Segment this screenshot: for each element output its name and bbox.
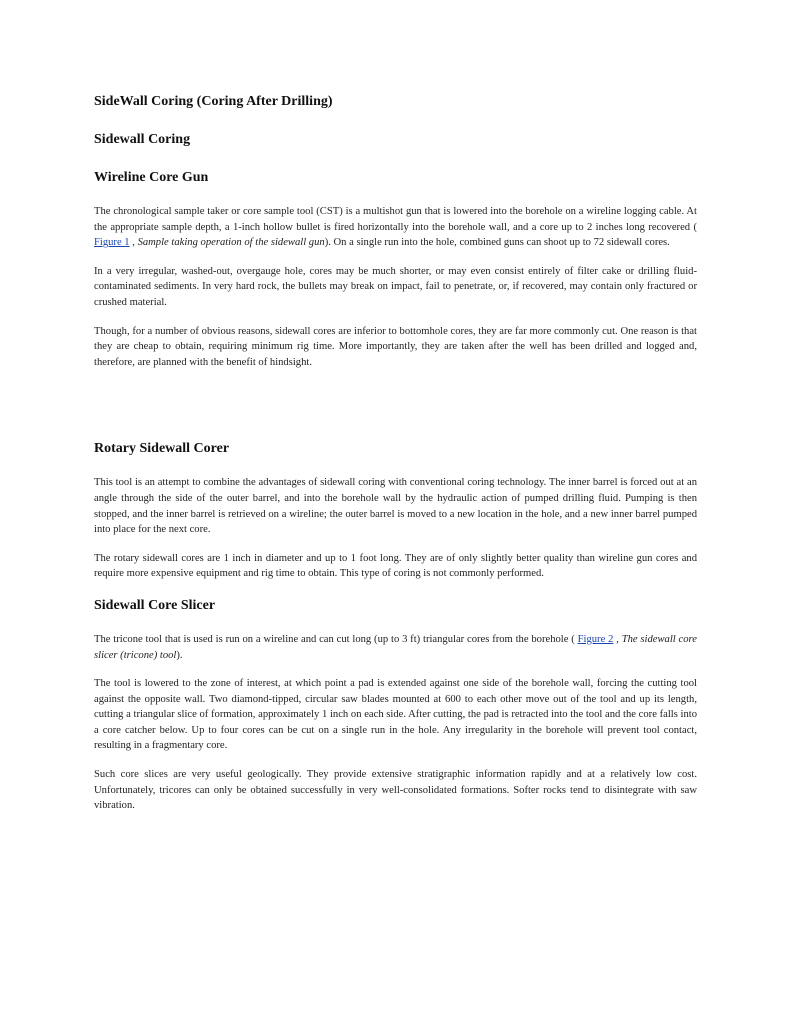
paragraph-core-gun-intro bbox=[94, 204, 697, 251]
section-spacer bbox=[94, 370, 697, 440]
document-page bbox=[94, 93, 697, 814]
figure-1-caption: Sample taking operation of the sidewall gun bbox=[137, 237, 325, 249]
text-span: The tricone tool that is used is run on a wireline and can cut long (up to 3 ft) triangular cores from the borehole ( bbox=[94, 633, 578, 645]
text-span: ). On a single run into the hole, combined guns can shoot up to 72 sidewall cores. bbox=[324, 237, 670, 249]
paragraph-rotary-cores: The rotary sidewall cores are 1 inch in diameter and up to 1 foot long. They are of only slightly better quality than wireline gun cores and require more expensive equipment and rig time to obtain. This type of coring is not commonly performed. bbox=[94, 552, 697, 580]
paragraph-core-slices-usefulness: Such core slices are very useful geologically. They provide extensive stratigraphic information rapidly and at a relatively low cost. Unfortunately, tricores can only be obtained successfully in very well-consolidated formations. Softer rocks tend to disintegrate with saw vibration. bbox=[94, 769, 697, 812]
figure-2-caption: The sidewall core slicer (tricone) tool bbox=[94, 633, 697, 661]
text-span: , bbox=[613, 633, 622, 645]
heading-sidewall-core-slicer: Sidewall Core Slicer bbox=[94, 597, 216, 613]
heading-sidewall-coring: Sidewall Coring bbox=[94, 132, 191, 147]
heading-rotary-sidewall-corer: Rotary Sidewall Corer bbox=[94, 441, 230, 457]
paragraph-irregular-hole: In a very irregular, washed-out, overgauge hole, cores may be much shorter, or may even consist entirely of filter cake or drilling fluid-contaminated sediments. In very hard rock, the bullets may break on impact, fail to penetrate, or, if recovered, may contain only fractured or crushed material. bbox=[94, 265, 697, 308]
page-title: SideWall Coring (Coring After Drilling) bbox=[94, 94, 333, 109]
heading-wireline-core-gun: Wireline Core Gun bbox=[94, 170, 209, 185]
paragraph-slicer-operation: The tool is lowered to the zone of interest, at which point a pad is extended against one side of the borehole wall, forcing the cutting tool against the opposite wall. Two diamond-tipped, circular saw blades mounted at 600 to each other move out of the tool and up its length, cutting a triangular slice of formation, approximately 1 inch on each side. After cutting, the pad is retracted into the tool and the core falls into a core catcher below. Up to four cores can be cut on a single run in the hole. Any irregularity in the borehole will prevent tool contact, resulting in a fragmentary core. bbox=[94, 678, 697, 752]
figure-1-link[interactable]: Figure 1 bbox=[94, 237, 130, 249]
text-span: ). bbox=[176, 649, 183, 661]
text-span: The chronological sample taker or core sample tool (CST) is a multishot gun that is lowered into the borehole on a wireline logging cable. At the appropriate sample depth, a 1-inch hollow bullet is fired horizontally into the borehole wall, and a core up to 2 inches long recovered ( bbox=[94, 206, 697, 233]
text-span: , bbox=[129, 237, 138, 249]
paragraph-tricone-tool bbox=[94, 632, 697, 663]
paragraph-rotary-tool: This tool is an attempt to combine the advantages of sidewall coring with conventional coring technology. The inner barrel is forced out at an angle through the side of the outer barrel, and into the borehole wall by the hydraulic action of pumped drilling fluid. Pumping is then stopped, and the inner barrel is retrieved on a wireline; the outer barrel is moved to a new location in the hole, and a new inner barrel pumped into place for the next core. bbox=[94, 477, 697, 536]
figure-2-link[interactable]: Figure 2 bbox=[577, 633, 614, 645]
paragraph-sidewall-vs-bottomhole: Though, for a number of obvious reasons, sidewall cores are inferior to bottomhole cores, they are far more commonly cut. One reason is that they are cheap to obtain, requiring minimum rig time. More importantly, they are taken after the well has been drilled and logged and, therefore, are planned with the benefit of hindsight. bbox=[94, 325, 697, 368]
